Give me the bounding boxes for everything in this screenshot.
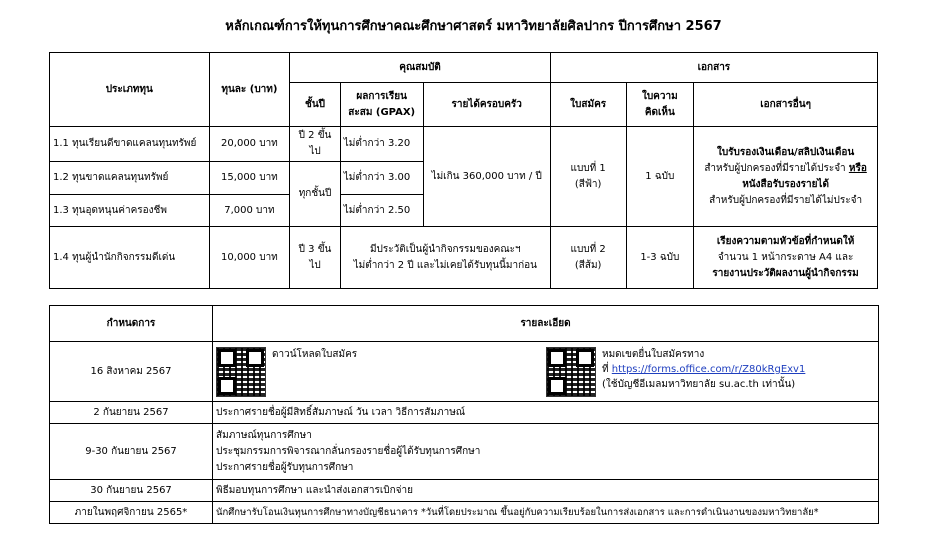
schedule-detail: ประกาศรายชื่อผู้มีสิทธิ์สัมภาษณ์ วัน เวลา วิธีการสัมภาษณ์ [213,402,879,424]
row-gpax: ไม่ต่ำกว่า 2.50 [340,195,423,227]
header-schedule: กำหนดการ [50,306,213,342]
submit-label: หมดเขตยื่นใบสมัครทาง [602,348,705,360]
row-gpax: ไม่ต่ำกว่า 3.00 [340,162,423,195]
header-application: ใบสมัคร [550,83,626,127]
other-docs-cell-2: เรียงความตามหัวข้อที่กำหนดให้ จำนวน 1 หน้ากระดาษ A4 และ รายงานประวัติผลงานผู้นำกิจกรรม [694,227,878,289]
form-link[interactable]: https://forms.office.com/r/Z80kRgExv1 [611,363,806,375]
header-qualifications: คุณสมบัติ [290,53,551,83]
row-year-all: ทุกชั้นปี [290,162,340,227]
row-type: 1.3 ทุนอุดหนุนค่าครองชีพ [50,195,210,227]
download-label: ดาวน์โหลดใบสมัคร [272,348,358,360]
schedule-detail: พิธีมอบทุนการศึกษา และนำส่งเอกสารเบิกจ่าย [213,480,879,502]
row-gpax: ไม่ต่ำกว่า 3.20 [340,127,423,162]
qr-code-download-icon[interactable] [216,347,266,397]
opinion-cell-2: 1-3 ฉบับ [626,227,694,289]
qr-code-form-icon[interactable] [546,347,596,397]
opinion-cell-1: 1 ฉบับ [626,127,694,227]
row-year: ปี 2 ขึ้นไป [290,127,340,162]
row-type: 1.4 ทุนผู้นำนักกิจกรรมดีเด่น [50,227,210,289]
document-title: หลักเกณฑ์การให้ทุนการศึกษาคณะศึกษาศาสตร์ มหาวิทยาลัยศิลปากร ปีการศึกษา 2567 [225,19,722,34]
header-opinion: ใบความ คิดเห็น [626,83,694,127]
row-amount: 10,000 บาท [209,227,290,289]
row-type: 1.1 ทุนเรียนดีขาดแคลนทุนทรัพย์ [50,127,210,162]
row-type: 1.2 ทุนขาดแคลนทุนทรัพย์ [50,162,210,195]
schedule-date: 2 กันยายน 2567 [50,402,213,424]
schedule-date: ภายในพฤศจิกายน 2565* [50,502,213,524]
header-details: รายละเอียด [213,306,879,342]
row-year: ปี 3 ขึ้นไป [290,227,340,289]
criteria-table [49,52,878,289]
income-cell: ไม่เกิน 360,000 บาท / ปี [423,127,550,227]
row-amount: 7,000 บาท [209,195,290,227]
header-year: ชั้นปี [290,83,340,127]
schedule-table [49,305,879,524]
application-cell-1: แบบที่ 1 (สีฟ้า) [550,127,626,227]
row-amount: 15,000 บาท [209,162,290,195]
schedule-date: 30 กันยายน 2567 [50,480,213,502]
schedule-date: 9-30 กันยายน 2567 [50,424,213,480]
schedule-detail: ดาวน์โหลดใบสมัคร หมดเขตยื่นใบสมัครทาง ที่ https://forms.office.com/r/Z80kRgExv1 (ใช้บัญชีอีเมลมหาวิทยาลัย su.ac.th เท่านั้น) [213,342,879,402]
header-amount: ทุนละ (บาท) [209,53,290,127]
schedule-detail: สัมภาษณ์ทุนการศึกษา ประชุมกรรมการพิจารณากลั่นกรองรายชื่อผู้ได้รับทุนการศึกษา ประกาศรายชื่อผู้รับทุนการศึกษา [213,424,879,480]
other-docs-cell-1: ใบรับรองเงินเดือน/สลิปเงินเดือน สำหรับผู้ปกครองที่มีรายได้ประจำ หรือ หนังสือรับรองรายได้ สำหรับผู้ปกครองที่มีรายได้ไม่ประจำ [694,127,878,227]
row-amount: 20,000 บาท [209,127,290,162]
schedule-date: 16 สิงหาคม 2567 [50,342,213,402]
header-income: รายได้ครอบครัว [423,83,550,127]
submit-note: (ใช้บัญชีอีเมลมหาวิทยาลัย su.ac.th เท่านั้น) [602,378,796,390]
activity-requirement: มีประวัติเป็นผู้นำกิจกรรมของคณะฯ ไม่ต่ำกว่า 2 ปี และไม่เคยได้รับทุนนี้มาก่อน [340,227,550,289]
header-documents: เอกสาร [550,53,877,83]
header-other-docs: เอกสารอื่นๆ [694,83,878,127]
header-gpax: ผลการเรียน สะสม (GPAX) [340,83,423,127]
schedule-detail: นักศึกษารับโอนเงินทุนการศึกษาทางบัญชีธนาคาร *วันที่โดยประมาณ ขึ้นอยู่กับความเรียบร้อยในการส่งเอกสาร และการดำเนินงานของมหาวิทยาลัย* [213,502,879,524]
application-cell-2: แบบที่ 2 (สีส้ม) [550,227,626,289]
header-type: ประเภททุน [50,53,210,127]
